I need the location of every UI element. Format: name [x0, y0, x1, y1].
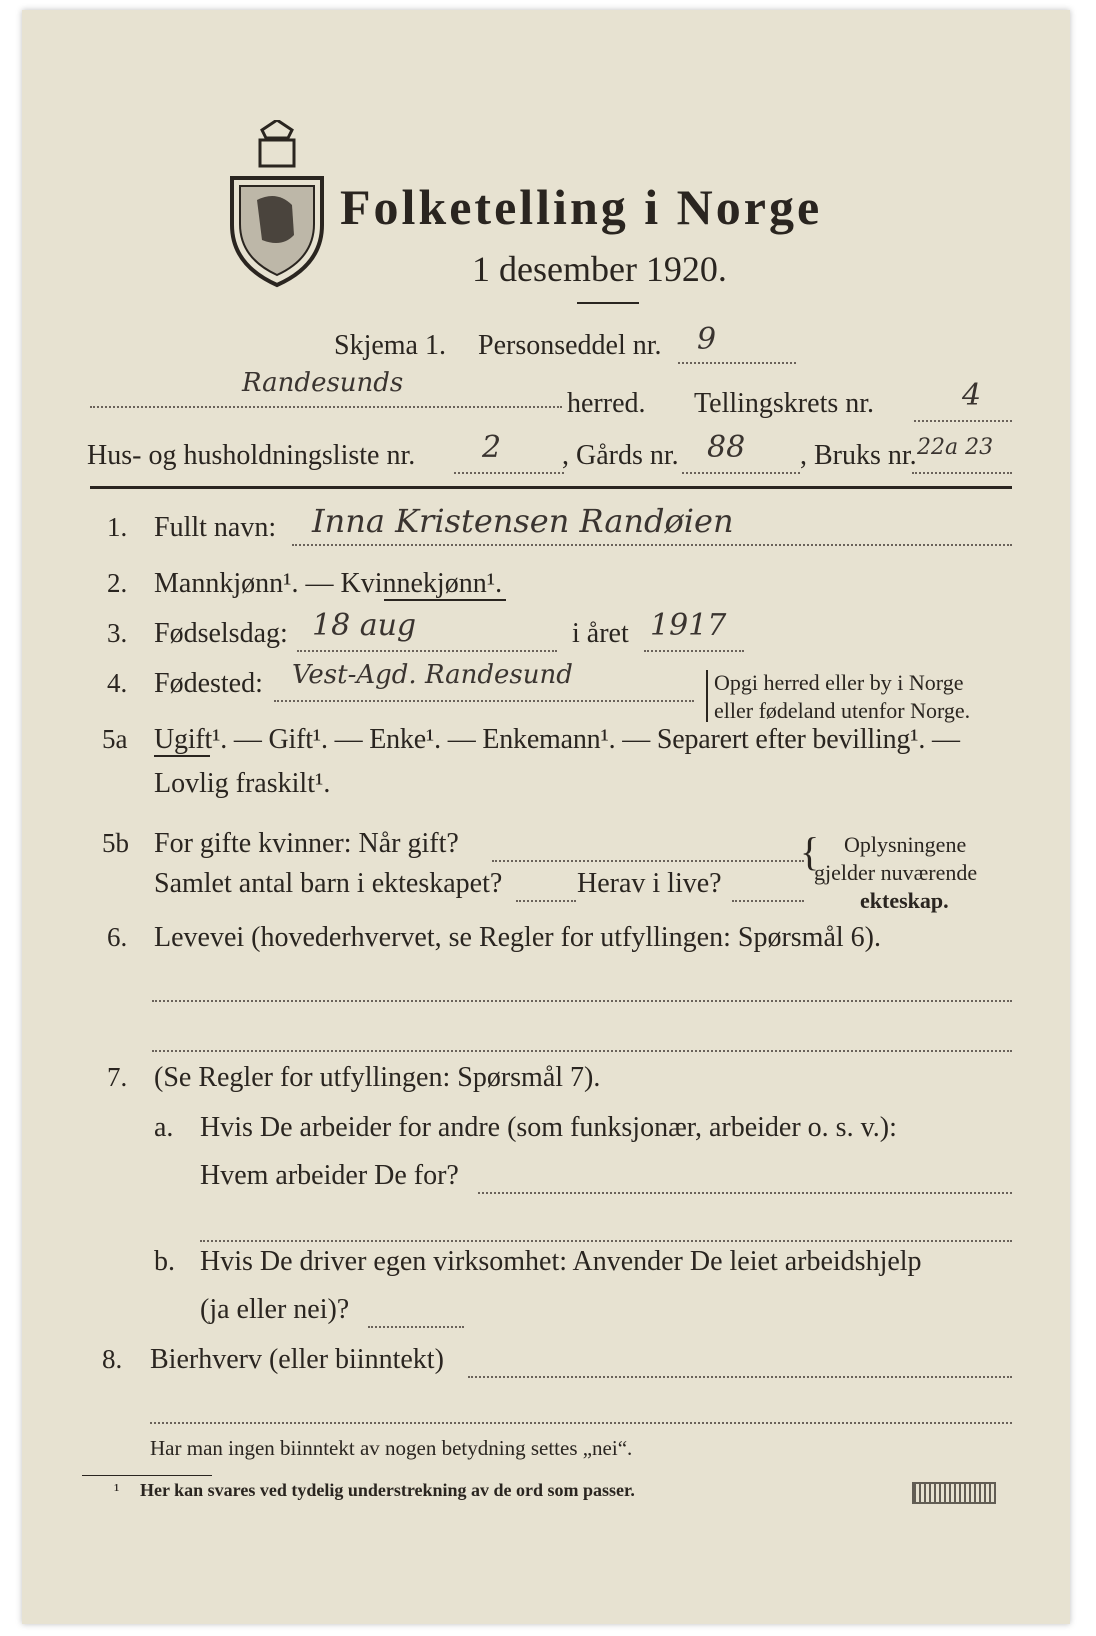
q6-number: 6. [107, 922, 128, 952]
husliste-value: 2 [482, 430, 502, 465]
printer-stamp [912, 1482, 996, 1504]
no-income-note: Har man ingen biinntekt av nogen betydning settes „nei“. [150, 1436, 633, 1460]
gards-label: , Gårds nr. [562, 440, 679, 471]
tellingskrets-value: 4 [962, 378, 982, 413]
birthplace-note-1: Opgi herred eller by i Norge [714, 670, 964, 695]
birthplace-bracket [706, 670, 708, 722]
tellingskrets-label: Tellingskrets nr. [694, 388, 875, 419]
q5a-number: 5a [102, 724, 128, 754]
q5b-note-2: gjelder nuværende [814, 860, 978, 885]
full-name-value: Inna Kristensen Randøien [312, 502, 734, 540]
hired-help-field[interactable] [368, 1326, 464, 1328]
q7-number: 7. [107, 1062, 128, 1092]
year-label: i året [572, 618, 629, 649]
footnote-text: Her kan svares ved tydelig understrekning av de ord som passer. [140, 1480, 635, 1500]
birthplace-note-2: eller fødeland utenfor Norge. [714, 698, 971, 723]
bruks-label: , Bruks nr. [800, 440, 917, 471]
occupation-field-1[interactable] [152, 1000, 1012, 1002]
q7b-yes-no-label: (ja eller nei)? [200, 1294, 350, 1325]
q7b-marker: b. [154, 1246, 175, 1277]
q5b-children-total: Samlet antal barn i ekteskapet? [154, 868, 503, 899]
q5b-note-3: ekteskap. [860, 888, 949, 913]
personseddel-field[interactable] [678, 362, 796, 364]
norwegian-coat-of-arms-icon [222, 120, 332, 290]
q2-gender-options: Mannkjønn¹. — Kvinnekjønn¹. [154, 568, 503, 599]
herred-value: Randesunds [242, 368, 404, 398]
title-divider [577, 302, 639, 304]
kvinnekjonn-underline [384, 599, 506, 601]
birthplace-value: Vest-Agd. Randesund [292, 660, 573, 690]
q5b-number: 5b [102, 828, 129, 858]
bruks-field[interactable] [912, 472, 1012, 474]
personseddel-label: Personseddel nr. [478, 330, 662, 361]
birthday-field[interactable] [297, 650, 557, 652]
q7b-question: Hvis De driver egen virksomhet: Anvender De leiet arbeidshjelp [200, 1246, 922, 1277]
side-income-field-1[interactable] [468, 1376, 1012, 1378]
q7-label: (Se Regler for utfyllingen: Spørsmål 7). [154, 1062, 601, 1093]
birthplace-field[interactable] [274, 700, 694, 702]
married-when-field[interactable] [492, 860, 804, 862]
employer-field-1[interactable] [478, 1192, 1012, 1194]
q7a-employer-label: Hvem arbeider De for? [200, 1160, 459, 1191]
footnote-divider [82, 1475, 212, 1476]
q5b-brace: { [800, 829, 820, 874]
q4-number: 4. [107, 668, 128, 698]
q4-label: Fødested: [154, 668, 263, 699]
q1-number: 1. [107, 512, 128, 542]
header-separator [90, 486, 1012, 489]
gards-value: 88 [707, 430, 746, 465]
q8-number: 8. [102, 1344, 123, 1374]
birth-year-field[interactable] [644, 650, 744, 652]
full-name-field[interactable] [292, 544, 1012, 546]
herred-label: herred. [567, 388, 646, 419]
q5b-married-when: For gifte kvinner: Når gift? [154, 828, 459, 859]
tellingskrets-field[interactable] [914, 420, 1012, 422]
side-income-field-2[interactable] [150, 1422, 1012, 1424]
q2-number: 2. [107, 568, 128, 598]
q5b-children-alive: Herav i live? [577, 868, 722, 899]
occupation-field-2[interactable] [152, 1050, 1012, 1052]
bruks-value: 22a 23 [917, 435, 994, 460]
schema-label: Skjema 1. [334, 330, 446, 361]
children-alive-field[interactable] [732, 900, 804, 902]
children-total-field[interactable] [516, 900, 576, 902]
q3-label: Fødselsdag: [154, 618, 288, 649]
q6-occupation-label: Levevei (hovederhvervet, se Regler for utfyllingen: Spørsmål 6). [154, 922, 881, 953]
ugift-underline [154, 755, 210, 757]
q8-side-income-label: Bierhverv (eller biinntekt) [150, 1344, 444, 1375]
census-form-page [22, 10, 1070, 1624]
q1-label: Fullt navn: [154, 512, 277, 543]
q5a-divorced-option: Lovlig fraskilt¹. [154, 768, 331, 799]
census-date: 1 desember 1920. [472, 249, 727, 289]
husliste-label: Hus- og husholdningsliste nr. [87, 440, 416, 471]
birthday-value: 18 aug [312, 608, 417, 643]
q7a-marker: a. [154, 1112, 174, 1143]
birth-year-value: 1917 [650, 608, 727, 643]
footnote-mark: ¹ [114, 1480, 120, 1500]
gards-field[interactable] [682, 472, 800, 474]
husliste-field[interactable] [454, 472, 564, 474]
q3-number: 3. [107, 618, 128, 648]
q7a-question: Hvis De arbeider for andre (som funksjonær, arbeider o. s. v.): [200, 1112, 897, 1143]
herred-field[interactable] [90, 406, 562, 408]
q5b-note-1: Oplysningene [844, 832, 967, 857]
form-title: Folketelling i Norge [340, 179, 823, 235]
q5a-marital-options: Ugift¹. — Gift¹. — Enke¹. — Enkemann¹. — Separert efter bevilling¹. — [154, 724, 960, 755]
employer-field-2[interactable] [200, 1240, 1012, 1242]
personseddel-value: 9 [697, 322, 717, 357]
